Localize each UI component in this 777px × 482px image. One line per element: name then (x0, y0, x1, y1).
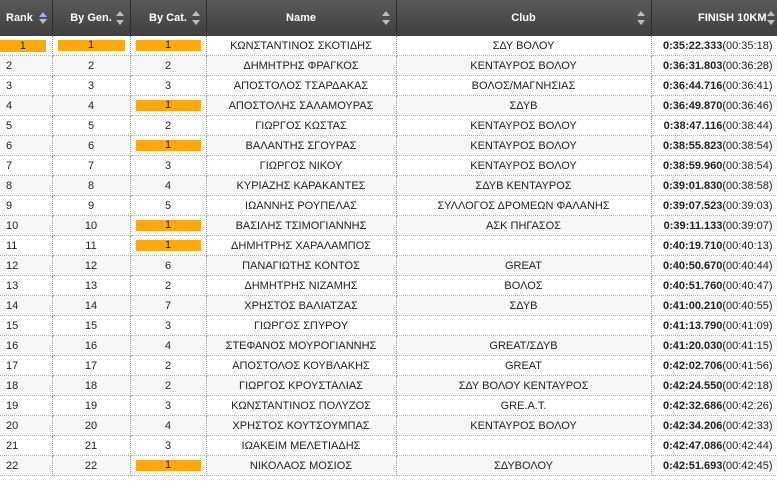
finish-time-cell: 0:36:31.803(00:36:28) (651, 56, 777, 76)
rank-cell: 10 (0, 216, 52, 236)
club-cell: ΣΔΥ ΒΟΛΟΥ (396, 36, 651, 56)
table-row[interactable] (0, 156, 777, 176)
cat-rank-cell: 2 (130, 376, 206, 396)
column-header-rank[interactable]: Rank (0, 0, 52, 36)
rank-cell: 13 (0, 276, 52, 296)
table-row[interactable] (0, 356, 777, 376)
gen-rank-cell: 11 (52, 236, 130, 256)
runner-name-cell: ΑΠΟΣΤΟΛΗΣ ΣΑΛΑΜΟΥΡΑΣ (206, 96, 396, 116)
rank-cell: 4 (0, 96, 52, 116)
cat-rank-cell: 3 (130, 316, 206, 336)
club-cell: ΚΕΝΤΑΥΡΟΣ ΒΟΛΟΥ (396, 116, 651, 136)
gen-rank-cell: 10 (52, 216, 130, 236)
cat-rank-cell: 5 (130, 196, 206, 216)
finish-time-cell: 0:42:32.686(00:42:26) (651, 396, 777, 416)
cat-rank-cell: 2 (130, 56, 206, 76)
rank-cell: 16 (0, 336, 52, 356)
table-row[interactable] (0, 256, 777, 276)
runner-name-cell: ΚΩΝΣΤΑΝΤΙΝΟΣ ΠΟΛΥΖΟΣ (206, 396, 396, 416)
gen-rank-cell: 6 (52, 136, 130, 156)
finish-time-cell: 0:40:19.710(00:40:13) (651, 236, 777, 256)
rank-cell: 20 (0, 416, 52, 436)
club-cell: ΣΔΥΒ (396, 296, 651, 316)
column-header-by-gen[interactable]: By Gen. (52, 0, 130, 36)
table-row[interactable] (0, 56, 777, 76)
gen-rank-cell: 19 (52, 396, 130, 416)
rank-cell: 8 (0, 176, 52, 196)
rank-cell: 15 (0, 316, 52, 336)
runner-name-cell: ΒΑΛΑΝΤΗΣ ΣΓΟΥΡΑΣ (206, 136, 396, 156)
gen-rank-cell: 15 (52, 316, 130, 336)
club-cell: ΒΟΛΟΣ/ΜΑΓΝΗΣΙΑΣ (396, 76, 651, 96)
rank-cell: 11 (0, 236, 52, 256)
club-cell: ΚΕΝΤΑΥΡΟΣ ΒΟΛΟΥ (396, 156, 651, 176)
finish-time-cell: 0:42:34.206(00:42:33) (651, 416, 777, 436)
gen-rank-cell: 2 (52, 56, 130, 76)
gen-rank-cell: 18 (52, 376, 130, 396)
finish-time-cell: 0:42:51.693(00:42:45) (651, 456, 777, 476)
runner-name-cell: ΧΡΗΣΤΟΣ ΒΑΛΙΑΤΖΑΣ (206, 296, 396, 316)
cat-rank-cell: 1 (130, 456, 206, 476)
cat-rank-cell: 1 (130, 36, 206, 56)
runner-name-cell: ΙΩΑΚΕΙΜ ΜΕΛΕΤΙΑΔΗΣ (206, 436, 396, 456)
cat-rank-cell: 3 (130, 396, 206, 416)
sort-icon (382, 11, 390, 25)
gen-rank-cell: 17 (52, 356, 130, 376)
rank-cell: 18 (0, 376, 52, 396)
cat-rank-cell: 4 (130, 336, 206, 356)
table-row[interactable] (0, 276, 777, 296)
club-cell: GREAT (396, 356, 651, 376)
club-cell: GREAT (396, 256, 651, 276)
cat-rank-cell: 1 (130, 96, 206, 116)
table-row[interactable] (0, 196, 777, 216)
rank-cell: 7 (0, 156, 52, 176)
table-row[interactable] (0, 336, 777, 356)
finish-time-cell: 0:40:51.760(00:40:47) (651, 276, 777, 296)
cat-rank-cell: 3 (130, 76, 206, 96)
cat-rank-cell: 6 (130, 256, 206, 276)
finish-time-cell: 0:39:07.523(00:39:03) (651, 196, 777, 216)
rank-cell: 22 (0, 456, 52, 476)
gen-rank-cell: 5 (52, 116, 130, 136)
finish-time-cell: 0:39:01.830(00:38:58) (651, 176, 777, 196)
rank-cell: 17 (0, 356, 52, 376)
gen-rank-cell: 13 (52, 276, 130, 296)
runner-name-cell: ΓΙΩΡΓΟΣ ΝΙΚΟΥ (206, 156, 396, 176)
finish-time-cell: 0:41:00.210(00:40:55) (651, 296, 777, 316)
table-row[interactable] (0, 36, 777, 56)
rank-cell: 3 (0, 76, 52, 96)
rank-cell: 9 (0, 196, 52, 216)
cat-rank-cell: 2 (130, 356, 206, 376)
rank-cell: 5 (0, 116, 52, 136)
club-cell (396, 316, 651, 336)
club-cell: ΑΣΚ ΠΗΓΑΣΟΣ (396, 216, 651, 236)
club-cell: ΣΔΥΒΟΛΟΥ (396, 456, 651, 476)
cat-rank-cell: 3 (130, 156, 206, 176)
gen-rank-cell: 16 (52, 336, 130, 356)
table-row[interactable] (0, 456, 777, 476)
runner-name-cell: ΔΗΜΗΤΡΗΣ ΝΙΖΑΜΗΣ (206, 276, 396, 296)
sort-icon (767, 11, 775, 25)
rank-cell: 2 (0, 56, 52, 76)
table-row[interactable] (0, 176, 777, 196)
club-cell: ΚΕΝΤΑΥΡΟΣ ΒΟΛΟΥ (396, 416, 651, 436)
finish-time-cell: 0:42:24.550(00:42:18) (651, 376, 777, 396)
finish-time-cell: 0:35:22.333(00:35:18) (651, 36, 777, 56)
club-cell: ΣΥΛΛΟΓΟΣ ΔΡΟΜΕΩΝ ΦΑΛΑΝΗΣ (396, 196, 651, 216)
runner-name-cell: ΓΙΩΡΓΟΣ ΚΩΣΤΑΣ (206, 116, 396, 136)
finish-time-cell: 0:42:47.086(00:42:44) (651, 436, 777, 456)
rank-cell: 12 (0, 256, 52, 276)
cat-rank-cell: 1 (130, 136, 206, 156)
runner-name-cell: ΧΡΗΣΤΟΣ ΚΟΥΤΣΟΥΜΠΑΣ (206, 416, 396, 436)
table-row[interactable] (0, 96, 777, 116)
club-cell: ΣΔΥΒ (396, 96, 651, 116)
sort-icon (192, 11, 200, 25)
gen-rank-cell: 1 (52, 36, 130, 56)
results-table-body (0, 36, 777, 476)
finish-time-cell: 0:41:13.790(00:41:09) (651, 316, 777, 336)
rank-cell: 1 (0, 36, 52, 56)
column-header-finish[interactable]: FINISH 10KM (651, 0, 777, 36)
finish-time-cell: 0:36:49.870(00:36:46) (651, 96, 777, 116)
finish-time-cell: 0:41:20.030(00:41:15) (651, 336, 777, 356)
sort-icon (637, 11, 645, 25)
club-cell (396, 436, 651, 456)
club-cell: GRE.A.T. (396, 396, 651, 416)
runner-name-cell: ΔΗΜΗΤΡΗΣ ΧΑΡΑΛΑΜΠΟΣ (206, 236, 396, 256)
runner-name-cell: ΒΑΣΙΛΗΣ ΤΣΙΜΟΓΙΑΝΝΗΣ (206, 216, 396, 236)
table-row[interactable] (0, 396, 777, 416)
cat-rank-cell: 4 (130, 416, 206, 436)
runner-name-cell: ΚΥΡΙΑΖΗΣ ΚΑΡΑΚΑΝΤΕΣ (206, 176, 396, 196)
runner-name-cell: ΣΤΕΦΑΝΟΣ ΜΟΥΡΟΓΙΑΝΝΗΣ (206, 336, 396, 356)
cat-rank-cell: 1 (130, 216, 206, 236)
club-cell (396, 236, 651, 256)
table-row[interactable] (0, 416, 777, 436)
cat-rank-cell: 3 (130, 436, 206, 456)
runner-name-cell: ΓΙΩΡΓΟΣ ΣΠΥΡΟΥ (206, 316, 396, 336)
runner-name-cell: ΔΗΜΗΤΡΗΣ ΦΡΑΓΚΟΣ (206, 56, 396, 76)
sort-icon (116, 11, 124, 25)
runner-name-cell: ΑΠΟΣΤΟΛΟΣ ΚΟΥΒΛΑΚΗΣ (206, 356, 396, 376)
cat-rank-cell: 4 (130, 176, 206, 196)
runner-name-cell: ΓΙΩΡΓΟΣ ΚΡΟΥΣΤΑΛΙΑΣ (206, 376, 396, 396)
gen-rank-cell: 12 (52, 256, 130, 276)
table-row[interactable] (0, 216, 777, 236)
gen-rank-cell: 8 (52, 176, 130, 196)
runner-name-cell: ΚΩΝΣΤΑΝΤΙΝΟΣ ΣΚΟΤΙΔΗΣ (206, 36, 396, 56)
finish-time-cell: 0:40:50.670(00:40:44) (651, 256, 777, 276)
cat-rank-cell: 2 (130, 116, 206, 136)
cat-rank-cell: 2 (130, 276, 206, 296)
table-row[interactable] (0, 296, 777, 316)
table-row[interactable] (0, 116, 777, 136)
club-cell: ΒΟΛΟΣ (396, 276, 651, 296)
club-cell: GREAT/ΣΔΥΒ (396, 336, 651, 356)
rank-cell: 19 (0, 396, 52, 416)
cat-rank-cell: 7 (130, 296, 206, 316)
runner-name-cell: ΠΑΝΑΓΙΩΤΗΣ ΚΟΝΤΟΣ (206, 256, 396, 276)
column-header-name[interactable]: Name (206, 0, 396, 36)
club-cell: ΚΕΝΤΑΥΡΟΣ ΒΟΛΟΥ (396, 56, 651, 76)
column-header-by-cat[interactable]: By Cat. (130, 0, 206, 36)
rank-cell: 21 (0, 436, 52, 456)
finish-time-cell: 0:38:59.960(00:38:54) (651, 156, 777, 176)
gen-rank-cell: 21 (52, 436, 130, 456)
gen-rank-cell: 22 (52, 456, 130, 476)
club-cell: ΣΔΥ ΒΟΛΟΥ ΚΕΝΤΑΥΡΟΣ (396, 376, 651, 396)
table-row[interactable] (0, 436, 777, 456)
table-row[interactable] (0, 236, 777, 256)
gen-rank-cell: 14 (52, 296, 130, 316)
gen-rank-cell: 20 (52, 416, 130, 436)
runner-name-cell: ΑΠΟΣΤΟΛΟΣ ΤΣΑΡΔΑΚΑΣ (206, 76, 396, 96)
runner-name-cell: ΝΙΚΟΛΑΟΣ ΜΟΣΙΟΣ (206, 456, 396, 476)
table-row[interactable] (0, 376, 777, 396)
column-header-club[interactable]: Club (396, 0, 651, 36)
finish-time-cell: 0:39:11.133(00:39:07) (651, 216, 777, 236)
runner-name-cell: ΙΩΑΝΝΗΣ ΡΟΥΠΕΛΑΣ (206, 196, 396, 216)
club-cell: ΣΔΥΒ ΚΕΝΤΑΥΡΟΣ (396, 176, 651, 196)
gen-rank-cell: 4 (52, 96, 130, 116)
finish-time-cell: 0:36:44.716(00:36:41) (651, 76, 777, 96)
table-row[interactable] (0, 76, 777, 96)
cat-rank-cell: 1 (130, 236, 206, 256)
table-row[interactable] (0, 316, 777, 336)
finish-time-cell: 0:38:55.823(00:38:54) (651, 136, 777, 156)
sort-asc-icon (39, 12, 47, 24)
gen-rank-cell: 3 (52, 76, 130, 96)
gen-rank-cell: 7 (52, 156, 130, 176)
rank-cell: 14 (0, 296, 52, 316)
finish-time-cell: 0:42:02.706(00:41:56) (651, 356, 777, 376)
table-row[interactable] (0, 136, 777, 156)
results-table-header (0, 0, 777, 36)
finish-time-cell: 0:38:47.116(00:38:44) (651, 116, 777, 136)
rank-cell: 6 (0, 136, 52, 156)
gen-rank-cell: 9 (52, 196, 130, 216)
club-cell: ΚΕΝΤΑΥΡΟΣ ΒΟΛΟΥ (396, 136, 651, 156)
